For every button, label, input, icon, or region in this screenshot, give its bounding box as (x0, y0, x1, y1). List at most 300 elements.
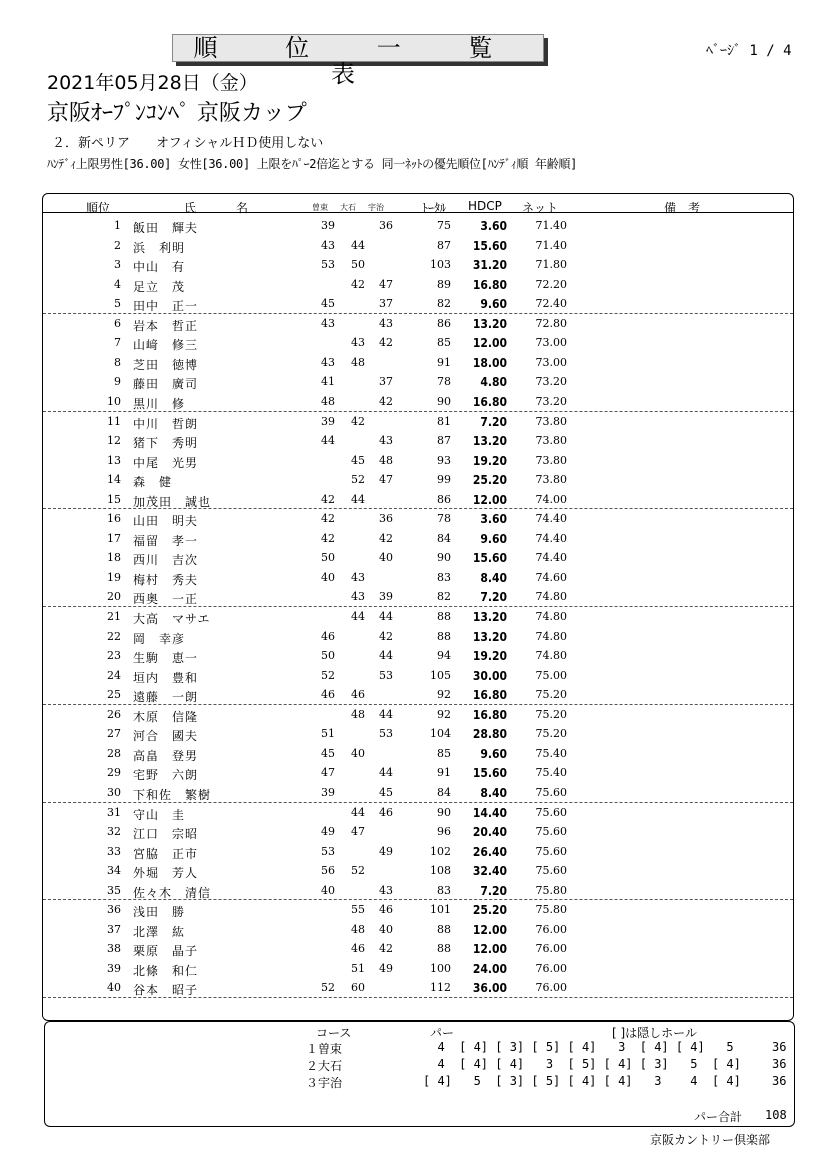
score-course-1: 53 (321, 258, 335, 272)
total-score: 75 (437, 219, 451, 232)
net-score: 74.80 (535, 610, 567, 623)
total-score: 104 (430, 727, 451, 741)
club-name: 京阪カントリー倶楽部 (650, 1133, 771, 1147)
rank-cell: 5 (114, 297, 121, 311)
course-name: ３宇治 (306, 1076, 343, 1090)
score-course-2: 47 (351, 825, 365, 839)
rank-cell: 8 (114, 355, 121, 369)
player-name: 北澤 紘 (133, 924, 186, 939)
rank-cell: 36 (107, 903, 121, 917)
total-score: 89 (437, 277, 451, 291)
par-total-value: 108 (765, 1108, 787, 1122)
total-score: 96 (437, 825, 451, 839)
rank-cell: 34 (107, 864, 121, 878)
score-course-3: 37 (379, 297, 393, 311)
net-score: 73.80 (535, 453, 567, 467)
handicap: 9.60 (480, 297, 507, 312)
rank-cell: 10 (107, 394, 121, 408)
rank-cell: 33 (107, 844, 121, 858)
total-score: 82 (437, 297, 451, 311)
score-course-3: 42 (379, 942, 393, 956)
course-holes: 4 [ 4] [ 3] [ 5] [ 4] 3 [ 4] [ 4] 5 (423, 1040, 734, 1054)
handicap: 4.80 (480, 375, 507, 390)
score-course-3: 47 (379, 473, 393, 487)
table-row (43, 803, 793, 823)
net-score: 73.00 (535, 355, 567, 369)
score-course-2: 48 (351, 355, 365, 369)
player-name: 黒川 修 (133, 396, 186, 411)
header-divider (43, 212, 793, 213)
player-name: 江口 宗昭 (133, 827, 199, 842)
handicap-rules: ﾊﾝﾃﾞｨ上限男性[36.00] 女性[36.00] 上限をﾊﾟｰ2倍迄とする 同一ﾈｯﾄの優先順位[ﾊﾝﾃﾞｨ順 年齢順] (47, 157, 578, 171)
rank-cell: 28 (107, 746, 121, 760)
total-score: 91 (437, 355, 451, 369)
score-course-1: 50 (321, 551, 335, 565)
total-score: 103 (430, 258, 451, 272)
course-name: １曽束 (306, 1042, 343, 1056)
score-course-3: 42 (379, 394, 393, 408)
course-holes: [ 4] 5 [ 3] [ 5] [ 4] [ 4] 3 4 [ 4] (423, 1074, 741, 1088)
rank-cell: 18 (107, 551, 121, 565)
score-course-2: 43 (351, 336, 365, 350)
player-name: 下和佐 繁樹 (133, 787, 212, 802)
score-course-3: 42 (379, 531, 393, 545)
net-score: 72.80 (535, 316, 567, 330)
course-par-total: 36 (772, 1040, 787, 1054)
par-col-label: パー (430, 1026, 455, 1040)
rank-cell: 32 (107, 825, 121, 839)
score-course-3: 48 (379, 453, 393, 467)
rank-cell: 7 (114, 336, 121, 350)
table-row (43, 959, 793, 979)
total-score: 88 (437, 629, 451, 643)
score-course-3: 40 (379, 551, 393, 565)
total-score: 90 (437, 394, 451, 408)
handicap: 30.00 (472, 668, 507, 683)
net-score: 76.00 (535, 981, 567, 995)
rank-cell: 11 (107, 414, 121, 428)
net-score: 75.60 (535, 864, 567, 878)
score-course-2: 48 (351, 922, 365, 936)
rank-cell: 23 (107, 649, 121, 663)
player-name: 守山 圭 (133, 807, 186, 822)
handicap: 7.20 (480, 590, 507, 605)
rank-cell: 39 (107, 961, 121, 975)
table-row (43, 666, 793, 686)
course-par-total: 36 (772, 1074, 787, 1088)
table-row (43, 490, 793, 510)
score-course-1: 43 (321, 238, 335, 252)
score-course-2: 44 (351, 238, 365, 252)
handicap: 8.40 (480, 570, 507, 585)
net-score: 75.60 (535, 805, 567, 819)
table-row (43, 372, 793, 392)
table-row (43, 685, 793, 705)
score-course-1: 42 (321, 531, 335, 545)
total-score: 93 (437, 453, 451, 467)
score-course-3: 39 (379, 590, 393, 604)
handicap: 25.20 (472, 473, 507, 488)
table-row (43, 392, 793, 412)
course-col-label: コース (316, 1026, 352, 1040)
player-name: 宅野 六朗 (133, 768, 199, 783)
handicap: 20.40 (472, 825, 507, 840)
col-remarks: 備 考 (664, 201, 701, 215)
player-name: 飯田 輝夫 (133, 221, 199, 235)
player-name: 田中 正一 (133, 299, 199, 314)
col-course-2: 大石 (340, 203, 356, 212)
net-score: 74.80 (535, 590, 567, 604)
player-name: 高畠 登男 (133, 748, 199, 763)
handicap: 28.80 (472, 727, 507, 742)
score-course-1: 40 (321, 883, 335, 897)
table-row (43, 431, 793, 451)
net-score: 71.40 (535, 238, 567, 252)
rank-cell: 13 (107, 453, 121, 467)
total-score: 86 (437, 316, 451, 330)
table-row (43, 861, 793, 881)
handicap: 16.80 (472, 707, 507, 722)
player-name: 大高 マサエ (133, 612, 211, 626)
total-score: 91 (437, 766, 451, 780)
score-course-3: 44 (379, 610, 393, 623)
handicap: 3.60 (480, 512, 507, 527)
table-row (43, 216, 793, 236)
score-course-1: 50 (321, 649, 335, 663)
table-row (43, 822, 793, 842)
net-score: 75.20 (535, 727, 567, 741)
table-row (43, 548, 793, 568)
rank-cell: 31 (107, 805, 121, 819)
net-score: 75.80 (535, 903, 567, 917)
total-score: 92 (437, 688, 451, 702)
event-date: 2021年05月28日（金） (47, 72, 258, 94)
score-course-2: 55 (351, 903, 365, 917)
score-course-1: 52 (321, 981, 335, 995)
handicap: 7.20 (480, 414, 507, 429)
score-course-3: 46 (379, 805, 393, 819)
handicap: 12.00 (472, 336, 507, 351)
total-score: 88 (437, 922, 451, 936)
table-row (43, 783, 793, 803)
score-course-1: 40 (321, 570, 335, 584)
handicap: 25.20 (472, 903, 507, 918)
table-row (43, 509, 793, 529)
score-course-1: 46 (321, 629, 335, 643)
player-name: 中山 有 (133, 260, 186, 275)
table-row (43, 900, 793, 920)
col-name-2: 名 (236, 201, 249, 215)
table-row (43, 529, 793, 549)
total-score: 101 (430, 903, 451, 917)
rank-cell: 30 (107, 785, 121, 799)
rank-cell: 14 (107, 473, 121, 487)
course-name: ２大石 (306, 1059, 343, 1073)
score-course-2: 44 (351, 610, 365, 623)
col-total: ﾄｰﾀﾙ (422, 201, 447, 215)
score-course-3: 47 (379, 277, 393, 291)
net-score: 75.40 (535, 766, 567, 780)
score-course-1: 46 (321, 688, 335, 702)
player-name: 猪下 秀明 (133, 436, 199, 451)
total-score: 94 (437, 649, 451, 663)
player-name: 福留 孝一 (133, 533, 199, 548)
player-name: 遠藤 一朗 (133, 690, 199, 705)
col-name-1: 氏 (184, 201, 197, 215)
table-row (43, 978, 793, 998)
net-score: 75.40 (535, 746, 567, 760)
rank-cell: 22 (107, 629, 121, 643)
total-score: 102 (430, 844, 451, 858)
score-course-2: 51 (351, 961, 365, 975)
total-score: 100 (430, 961, 451, 975)
score-course-2: 48 (351, 707, 365, 721)
rank-cell: 19 (107, 570, 121, 584)
player-name: 生駒 恵一 (133, 651, 199, 666)
rank-cell: 3 (114, 258, 121, 272)
total-score: 87 (437, 434, 451, 448)
player-name: 河合 國夫 (133, 729, 199, 744)
net-score: 74.00 (535, 492, 567, 506)
score-course-1: 43 (321, 316, 335, 330)
total-score: 86 (437, 492, 451, 506)
score-course-3: 42 (379, 336, 393, 350)
score-course-3: 43 (379, 434, 393, 448)
score-course-1: 42 (321, 492, 335, 506)
handicap: 15.60 (472, 238, 507, 253)
table-row (43, 939, 793, 959)
net-score: 75.80 (535, 883, 567, 897)
total-score: 84 (437, 785, 451, 799)
player-name: 北條 和仁 (133, 963, 199, 978)
score-course-2: 42 (351, 277, 365, 291)
player-name: 宮脇 正市 (133, 846, 199, 861)
rank-cell: 21 (107, 610, 121, 623)
net-score: 73.20 (535, 394, 567, 408)
rank-cell: 26 (107, 707, 121, 721)
score-course-3: 37 (379, 375, 393, 389)
score-course-1: 39 (321, 219, 335, 232)
net-score: 72.40 (535, 297, 567, 311)
score-course-3: 49 (379, 961, 393, 975)
score-course-3: 42 (379, 629, 393, 643)
table-row (43, 627, 793, 647)
col-net: ネット (522, 201, 559, 215)
score-course-3: 53 (379, 727, 393, 741)
total-score: 81 (437, 414, 451, 428)
handicap: 32.40 (472, 864, 507, 879)
net-score: 72.20 (535, 277, 567, 291)
handicap: 19.20 (472, 649, 507, 664)
handicap: 15.60 (472, 551, 507, 566)
handicap: 15.60 (472, 766, 507, 781)
col-hdcp: HDCP (468, 199, 502, 213)
net-score: 76.00 (535, 942, 567, 956)
handicap: 14.40 (472, 805, 507, 820)
net-score: 75.60 (535, 825, 567, 839)
net-score: 73.80 (535, 473, 567, 487)
rank-cell: 35 (107, 883, 121, 897)
rank-cell: 6 (114, 316, 121, 330)
net-score: 73.80 (535, 434, 567, 448)
player-name: 浜 利明 (133, 240, 186, 255)
score-course-3: 49 (379, 844, 393, 858)
handicap: 13.20 (472, 316, 507, 331)
handicap: 16.80 (472, 394, 507, 409)
total-score: 112 (430, 981, 451, 995)
player-name: 芝田 徳博 (133, 357, 199, 372)
score-course-2: 46 (351, 688, 365, 702)
table-row (43, 724, 793, 744)
player-name: 垣内 豊和 (133, 670, 199, 685)
handicap: 19.20 (472, 453, 507, 468)
total-score: 78 (437, 512, 451, 526)
player-name: 岡 幸彦 (133, 631, 186, 646)
net-score: 76.00 (535, 922, 567, 936)
rank-cell: 29 (107, 766, 121, 780)
net-score: 75.60 (535, 844, 567, 858)
player-name: 加茂田 誠也 (133, 494, 212, 509)
table-row (43, 587, 793, 607)
net-score: 73.00 (535, 336, 567, 350)
table-row (43, 294, 793, 314)
player-name: 谷本 昭子 (133, 983, 199, 998)
score-course-3: 43 (379, 883, 393, 897)
score-course-2: 44 (351, 805, 365, 819)
score-course-3: 45 (379, 785, 393, 799)
handicap: 16.80 (472, 688, 507, 703)
player-name: 浅田 勝 (133, 905, 186, 920)
score-course-2: 42 (351, 414, 365, 428)
total-score: 83 (437, 570, 451, 584)
net-score: 73.80 (535, 414, 567, 428)
net-score: 74.80 (535, 649, 567, 663)
table-row (43, 881, 793, 901)
rank-cell: 15 (107, 492, 121, 506)
course-holes: 4 [ 4] [ 4] 3 [ 5] [ 4] [ 3] 5 [ 4] (423, 1057, 741, 1071)
score-course-3: 44 (379, 766, 393, 780)
net-score: 74.80 (535, 629, 567, 643)
rank-cell: 2 (114, 238, 121, 252)
handicap: 12.00 (472, 922, 507, 937)
table-row (43, 275, 793, 295)
score-course-1: 52 (321, 668, 335, 682)
score-course-3: 46 (379, 903, 393, 917)
par-total-label: パー合計 (694, 1110, 743, 1124)
total-score: 78 (437, 375, 451, 389)
handicap: 3.60 (480, 219, 507, 233)
group-divider (43, 997, 793, 998)
player-name: 外堀 芳人 (133, 866, 199, 881)
table-row (43, 412, 793, 432)
rank-cell: 38 (107, 942, 121, 956)
table-row (43, 744, 793, 764)
scoring-method: ２．新ペリア オフィシャルＨＤ使用しない (52, 136, 324, 151)
handicap: 13.20 (472, 629, 507, 644)
net-score: 76.00 (535, 961, 567, 975)
table-row (43, 607, 793, 627)
player-name: 栗原 晶子 (133, 944, 199, 959)
player-name: 森 健 (133, 475, 173, 490)
total-score: 99 (437, 473, 451, 487)
player-name: 中川 哲朗 (133, 416, 199, 431)
score-course-2: 43 (351, 570, 365, 584)
player-name: 足立 茂 (133, 279, 186, 294)
table-row (43, 470, 793, 490)
score-course-3: 44 (379, 707, 393, 721)
score-course-2: 52 (351, 864, 365, 878)
page-title: 順 位 一 覧 表 (172, 34, 544, 62)
rank-cell: 17 (107, 531, 121, 545)
score-course-2: 45 (351, 453, 365, 467)
score-course-1: 48 (321, 394, 335, 408)
col-rank: 順位 (86, 201, 111, 215)
score-course-2: 44 (351, 492, 365, 506)
score-course-3: 36 (379, 219, 393, 232)
net-score: 75.20 (535, 688, 567, 702)
score-course-3: 40 (379, 922, 393, 936)
player-name: 岩本 哲正 (133, 318, 199, 333)
table-row (43, 705, 793, 725)
player-name: 佐々木 清信 (133, 885, 212, 900)
table-row (43, 920, 793, 940)
score-course-2: 50 (351, 258, 365, 272)
net-score: 74.40 (535, 531, 567, 545)
rank-cell: 25 (107, 688, 121, 702)
score-course-2: 60 (351, 981, 365, 995)
score-course-1: 51 (321, 727, 335, 741)
handicap: 9.60 (480, 746, 507, 761)
total-score: 85 (437, 746, 451, 760)
handicap: 36.00 (472, 981, 507, 996)
total-score: 105 (430, 668, 451, 682)
handicap: 9.60 (480, 531, 507, 546)
handicap: 26.40 (472, 844, 507, 859)
player-name: 木原 信隆 (133, 709, 199, 724)
score-course-1: 39 (321, 785, 335, 799)
score-course-2: 40 (351, 746, 365, 760)
table-row (43, 451, 793, 471)
total-score: 83 (437, 883, 451, 897)
rank-cell: 9 (114, 375, 121, 389)
handicap: 8.40 (480, 785, 507, 800)
score-course-1: 53 (321, 844, 335, 858)
player-name: 山﨑 修三 (133, 338, 199, 353)
handicap: 12.00 (472, 492, 507, 507)
score-course-1: 56 (321, 864, 335, 878)
player-name: 中尾 光男 (133, 455, 199, 470)
player-name: 梅村 秀夫 (133, 572, 199, 587)
handicap: 31.20 (472, 258, 507, 273)
course-par-total: 36 (772, 1057, 787, 1071)
table-row (43, 646, 793, 666)
net-score: 71.40 (535, 219, 567, 232)
total-score: 85 (437, 336, 451, 350)
score-course-1: 44 (321, 434, 335, 448)
score-course-1: 45 (321, 297, 335, 311)
score-course-1: 47 (321, 766, 335, 780)
net-score: 75.00 (535, 668, 567, 682)
total-score: 90 (437, 805, 451, 819)
rank-cell: 27 (107, 727, 121, 741)
table-row (43, 842, 793, 862)
score-course-2: 43 (351, 590, 365, 604)
score-course-1: 49 (321, 825, 335, 839)
score-course-1: 43 (321, 355, 335, 369)
rank-cell: 37 (107, 922, 121, 936)
score-course-1: 45 (321, 746, 335, 760)
score-course-3: 43 (379, 316, 393, 330)
